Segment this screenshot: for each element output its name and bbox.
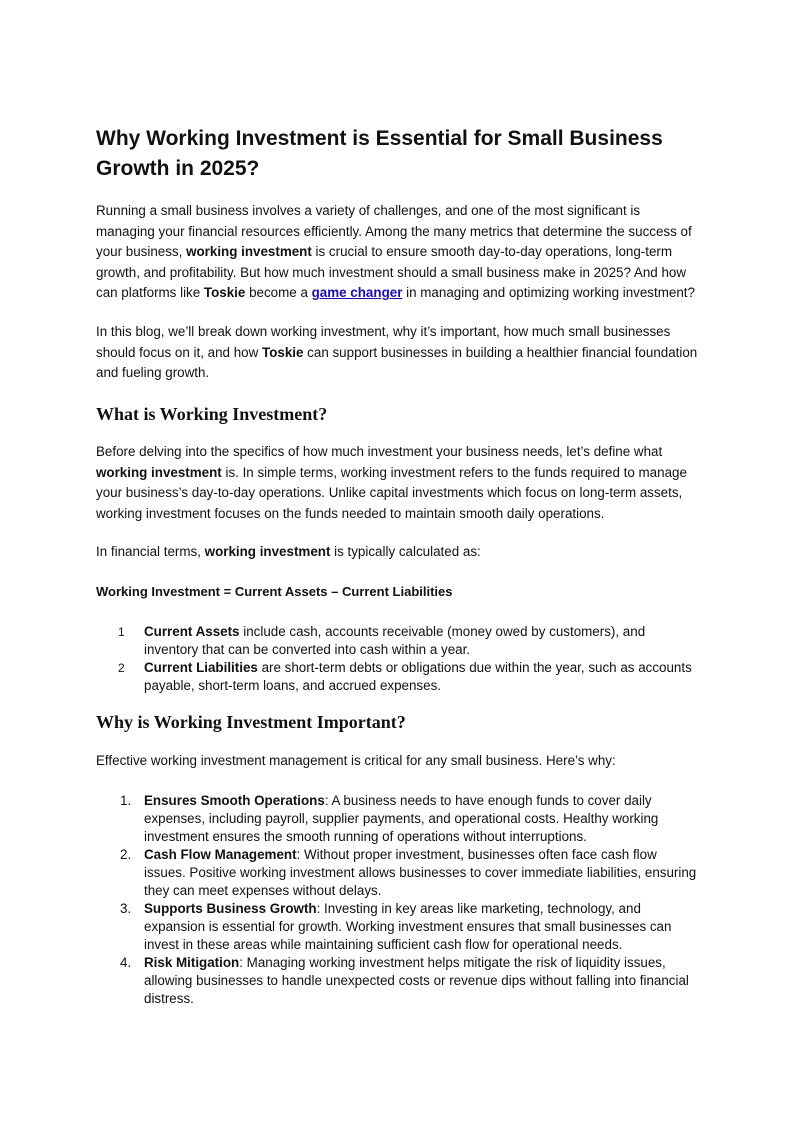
list-number: 1. bbox=[120, 793, 132, 808]
list-text: : Investing in key areas like marketing, technology, and expansion is essential for growth. Working investment ensures that small businesses can invest in these areas while maintaining sufficient cash flow for operational needs. bbox=[144, 901, 672, 952]
section-heading-what-is: What is Working Investment? bbox=[96, 404, 328, 424]
list-term: Risk Mitigation bbox=[144, 955, 240, 970]
intro-bold-toskie: Toskie bbox=[203, 285, 246, 301]
list-number: 1 bbox=[118, 625, 125, 639]
list-item bbox=[96, 792, 700, 846]
intro-text-4: in managing and optimizing working investment? bbox=[402, 285, 695, 301]
game-changer-link[interactable]: game changer bbox=[311, 285, 403, 301]
list-item bbox=[96, 900, 700, 954]
list-item bbox=[96, 846, 700, 900]
list-term: Ensures Smooth Operations bbox=[144, 793, 325, 808]
list-text: include cash, accounts receivable (money owed by customers), and inventory that can be converted into cash within a year. bbox=[144, 624, 646, 657]
definition-text-1: Before delving into the specifics of how much investment your business needs, let’s define what bbox=[96, 444, 663, 459]
intro-text-3: become a bbox=[245, 285, 312, 301]
components-list bbox=[96, 623, 700, 695]
calculation-bold: working investment bbox=[204, 544, 331, 559]
list-number: 2. bbox=[120, 847, 132, 862]
calculation-text-1: In financial terms, bbox=[96, 544, 205, 559]
list-text: : Without proper investment, businesses often face cash flow issues. Positive working investment allows businesses to cover immediate liabilities, ensuring they can meet expenses without delays. bbox=[144, 847, 697, 898]
calculation-text-2: is typically calculated as: bbox=[330, 544, 481, 559]
list-number: 2 bbox=[118, 661, 125, 675]
section-heading-why-important: Why is Working Investment Important? bbox=[96, 712, 406, 732]
intro2-bold-toskie: Toskie bbox=[262, 344, 304, 360]
list-text: are short-term debts or obligations due within the year, such as accounts payable, short-term loans, and accrued expenses. bbox=[144, 660, 692, 693]
list-text: : A business needs to have enough funds to cover daily expenses, including payroll, supplier payments, and operational costs. Healthy working investment ensures the smooth running of operations without interruptions. bbox=[144, 793, 659, 844]
list-item bbox=[96, 623, 700, 659]
importance-list bbox=[96, 792, 700, 1008]
intro2-text-2: can support businesses in building a healthier financial foundation and fueling growth. bbox=[96, 344, 698, 381]
list-number: 3. bbox=[120, 901, 132, 916]
list-term: Cash Flow Management bbox=[144, 847, 297, 862]
calculation-paragraph bbox=[96, 542, 700, 563]
intro2-text-1: In this blog, we’ll break down working investment, why it’s important, how much small businesses should focus on it, and how bbox=[96, 324, 671, 360]
definition-text-2: is. In simple terms, working investment refers to the funds required to manage your business’s day-to-day operations. Unlike capital investments which focus on long-term assets, working investment focuses on the funds needed to maintain smooth daily operations. bbox=[96, 464, 687, 521]
definition-paragraph bbox=[96, 442, 700, 524]
intro-paragraph bbox=[96, 201, 700, 304]
list-item bbox=[96, 659, 700, 695]
intro-paragraph-2 bbox=[96, 322, 700, 384]
page-title: Why Working Investment is Essential for Small Business Growth in 2025? bbox=[96, 127, 663, 180]
list-term: Current Liabilities bbox=[144, 660, 258, 675]
list-item bbox=[96, 954, 700, 1008]
importance-intro: Effective working investment management is critical for any small business. Here’s why: bbox=[96, 753, 616, 768]
formula: Working Investment = Current Assets – Current Liabilities bbox=[96, 584, 453, 599]
intro-bold-working-investment: working investment bbox=[186, 244, 312, 260]
list-term: Supports Business Growth bbox=[144, 901, 317, 916]
intro-text-1: Running a small business involves a variety of challenges, and one of the most significant is managing your financial resources efficiently. Among the many metrics that determine the success of your business, bbox=[96, 203, 692, 260]
list-number: 4. bbox=[120, 955, 132, 970]
definition-bold: working investment bbox=[96, 464, 222, 480]
list-text: : Managing working investment helps mitigate the risk of liquidity issues, allowing businesses to handle unexpected costs or revenue dips without falling into financial distress. bbox=[144, 955, 689, 1006]
intro-text-2: is crucial to ensure smooth day-to-day operations, long-term growth, and profitability. But how much investment should a small business make in 2025? And how can platforms like bbox=[96, 244, 687, 301]
list-term: Current Assets bbox=[144, 624, 240, 639]
